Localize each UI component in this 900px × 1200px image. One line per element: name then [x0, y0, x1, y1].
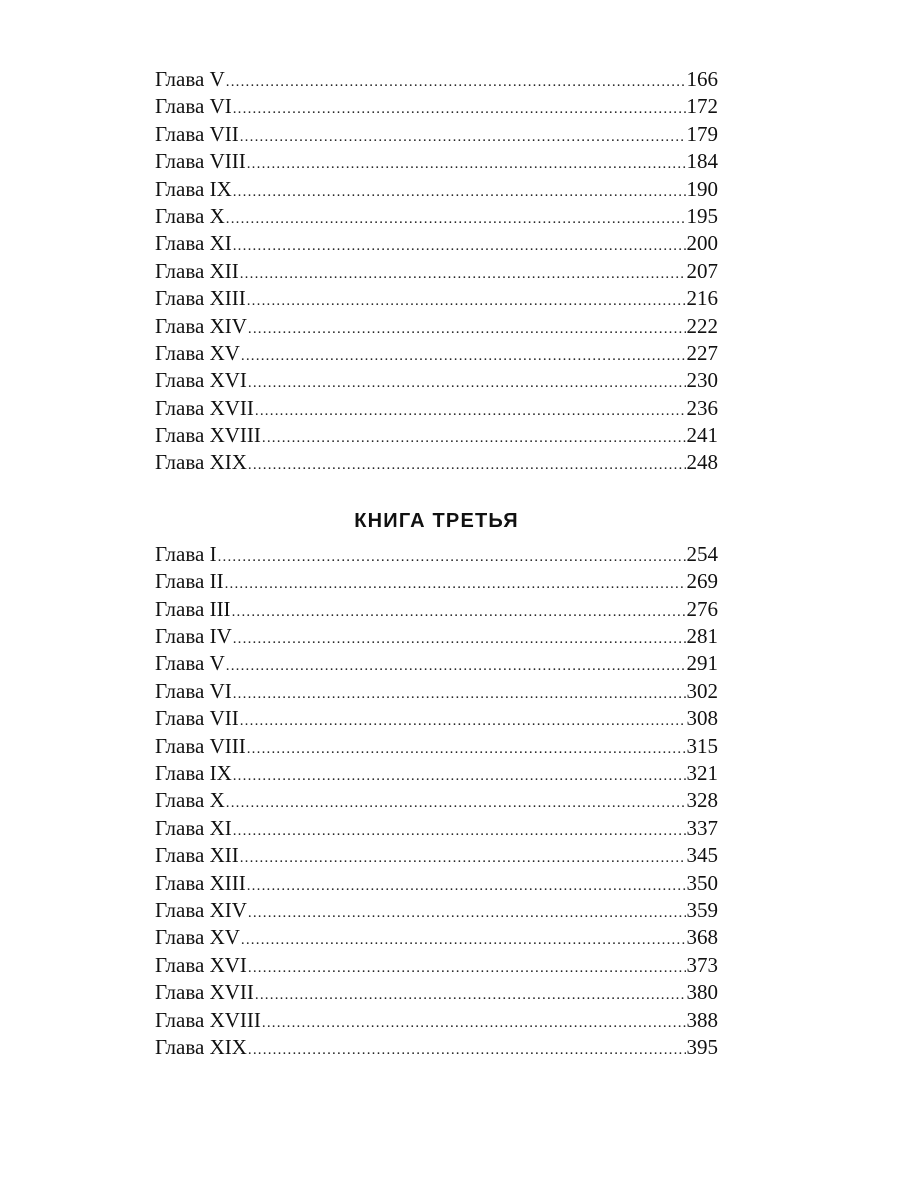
chapter-title: Глава VIII	[155, 733, 246, 758]
chapter-title: Глава V	[155, 67, 225, 91]
page-number: 200	[686, 231, 718, 256]
chapter-title: Глава XIII	[155, 286, 246, 311]
toc-entry	[155, 258, 718, 285]
chapter-title: Глава VI	[155, 94, 232, 119]
dot-leader	[218, 544, 686, 571]
dot-leader	[240, 261, 686, 288]
toc-entry	[155, 313, 718, 340]
chapter-title: Глава I	[155, 541, 217, 566]
dot-leader	[233, 818, 686, 845]
chapter-title: Глава IX	[155, 760, 232, 785]
dot-leader	[233, 179, 686, 206]
table-of-contents	[155, 66, 718, 1061]
toc-entry	[155, 678, 718, 705]
chapter-title: Глава XIII	[155, 870, 246, 895]
page-number: 388	[686, 1007, 718, 1032]
dot-leader	[233, 681, 686, 708]
page-number: 184	[686, 149, 718, 174]
chapter-title: Глава XVIII	[155, 423, 261, 448]
dot-leader	[248, 900, 686, 927]
toc-entry	[155, 623, 718, 650]
page-number: 248	[686, 450, 718, 475]
chapter-title: Глава V	[155, 651, 225, 676]
toc-entry	[155, 449, 718, 476]
toc-entry	[155, 93, 718, 120]
dot-leader	[233, 96, 686, 123]
dot-leader	[247, 873, 686, 900]
toc-entry	[155, 979, 718, 1006]
chapter-title: Глава X	[155, 788, 225, 813]
page-number: 230	[686, 368, 718, 393]
toc-entry	[155, 815, 718, 842]
toc-entry	[155, 148, 718, 175]
chapter-title: Глава XII	[155, 843, 239, 868]
dot-leader	[226, 790, 686, 817]
page-number: 195	[686, 203, 718, 228]
dot-leader	[240, 845, 686, 872]
chapter-title: Глава XVII	[155, 395, 254, 420]
page-number: 368	[686, 925, 718, 950]
toc-entry	[155, 705, 718, 732]
chapter-title: Глава XIV	[155, 313, 247, 338]
dot-leader	[248, 370, 686, 397]
chapter-title: Глава XVI	[155, 952, 247, 977]
dot-leader	[232, 599, 686, 626]
dot-leader	[247, 736, 686, 763]
dot-leader	[225, 571, 686, 598]
page-number: 373	[686, 952, 718, 977]
page-number: 166	[686, 67, 718, 91]
page-number: 236	[686, 395, 718, 420]
page-number: 291	[686, 651, 718, 676]
dot-leader	[248, 452, 686, 479]
toc-entry	[155, 285, 718, 312]
page-number: 281	[686, 624, 718, 649]
dot-leader	[262, 425, 686, 452]
dot-leader	[241, 927, 686, 954]
chapter-title: Глава IX	[155, 176, 232, 201]
page-number: 350	[686, 870, 718, 895]
page-number: 190	[686, 176, 718, 201]
toc-section-book-three	[155, 541, 718, 1061]
page-number: 207	[686, 258, 718, 283]
page-number: 216	[686, 286, 718, 311]
book-heading: КНИГА ТРЕТЬЯ	[354, 509, 519, 532]
dot-leader	[247, 288, 686, 315]
page-number: 321	[686, 760, 718, 785]
toc-entry	[155, 230, 718, 257]
toc-entry	[155, 1007, 718, 1034]
chapter-title: Глава XI	[155, 815, 232, 840]
dot-leader	[233, 763, 686, 790]
toc-entry	[155, 541, 718, 568]
toc-entry	[155, 596, 718, 623]
toc-entry	[155, 760, 718, 787]
chapter-title: Глава XVII	[155, 980, 254, 1005]
page-number: 345	[686, 843, 718, 868]
dot-leader	[226, 653, 686, 680]
toc-entry	[155, 1034, 718, 1061]
dot-leader	[248, 1037, 686, 1064]
page-number: 172	[686, 94, 718, 119]
dot-leader	[255, 982, 686, 1009]
chapter-title: Глава II	[155, 569, 224, 594]
chapter-title: Глава X	[155, 203, 225, 228]
page-number: 328	[686, 788, 718, 813]
chapter-title: Глава VI	[155, 678, 232, 703]
chapter-title: Глава XVIII	[155, 1007, 261, 1032]
page-number: 241	[686, 423, 718, 448]
dot-leader	[226, 69, 686, 96]
toc-entry	[155, 787, 718, 814]
page-number: 395	[686, 1034, 718, 1059]
page-number: 315	[686, 733, 718, 758]
dot-leader	[233, 626, 686, 653]
toc-entry	[155, 568, 718, 595]
chapter-title: Глава XVI	[155, 368, 247, 393]
toc-section-previous-book	[155, 66, 718, 477]
chapter-title: Глава XI	[155, 231, 232, 256]
chapter-title: Глава XV	[155, 340, 240, 365]
page-number: 380	[686, 980, 718, 1005]
dot-leader	[226, 206, 686, 233]
toc-entry	[155, 422, 718, 449]
page-number: 269	[686, 569, 718, 594]
chapter-title: Глава IV	[155, 624, 232, 649]
toc-entry	[155, 395, 718, 422]
dot-leader	[240, 124, 686, 151]
chapter-title: Глава III	[155, 596, 231, 621]
toc-entry	[155, 650, 718, 677]
dot-leader	[241, 343, 686, 370]
toc-entry	[155, 733, 718, 760]
page-number: 179	[686, 121, 718, 146]
toc-entry	[155, 176, 718, 203]
toc-entry	[155, 897, 718, 924]
toc-entry	[155, 367, 718, 394]
toc-entry	[155, 842, 718, 869]
dot-leader	[247, 151, 686, 178]
chapter-title: Глава VIII	[155, 149, 246, 174]
toc-entry	[155, 121, 718, 148]
dot-leader	[255, 398, 686, 425]
page-number: 337	[686, 815, 718, 840]
dot-leader	[248, 955, 686, 982]
toc-entry	[155, 924, 718, 951]
dot-leader	[262, 1010, 686, 1037]
chapter-title: Глава XV	[155, 925, 240, 950]
chapter-title: Глава VII	[155, 121, 239, 146]
page-number: 254	[686, 541, 718, 566]
chapter-title: Глава XIV	[155, 897, 247, 922]
toc-entry	[155, 66, 718, 93]
toc-entry	[155, 952, 718, 979]
chapter-title: Глава XIX	[155, 1034, 247, 1059]
toc-entry	[155, 870, 718, 897]
chapter-title: Глава XIX	[155, 450, 247, 475]
page-number: 222	[686, 313, 718, 338]
toc-entry	[155, 203, 718, 230]
chapter-title: Глава XII	[155, 258, 239, 283]
page-number: 227	[686, 340, 718, 365]
page-number: 359	[686, 897, 718, 922]
page-number: 302	[686, 678, 718, 703]
page-number: 308	[686, 706, 718, 731]
dot-leader	[233, 233, 686, 260]
dot-leader	[240, 708, 686, 735]
toc-entry	[155, 340, 718, 367]
page-number: 276	[686, 596, 718, 621]
dot-leader	[248, 316, 686, 343]
chapter-title: Глава VII	[155, 706, 239, 731]
